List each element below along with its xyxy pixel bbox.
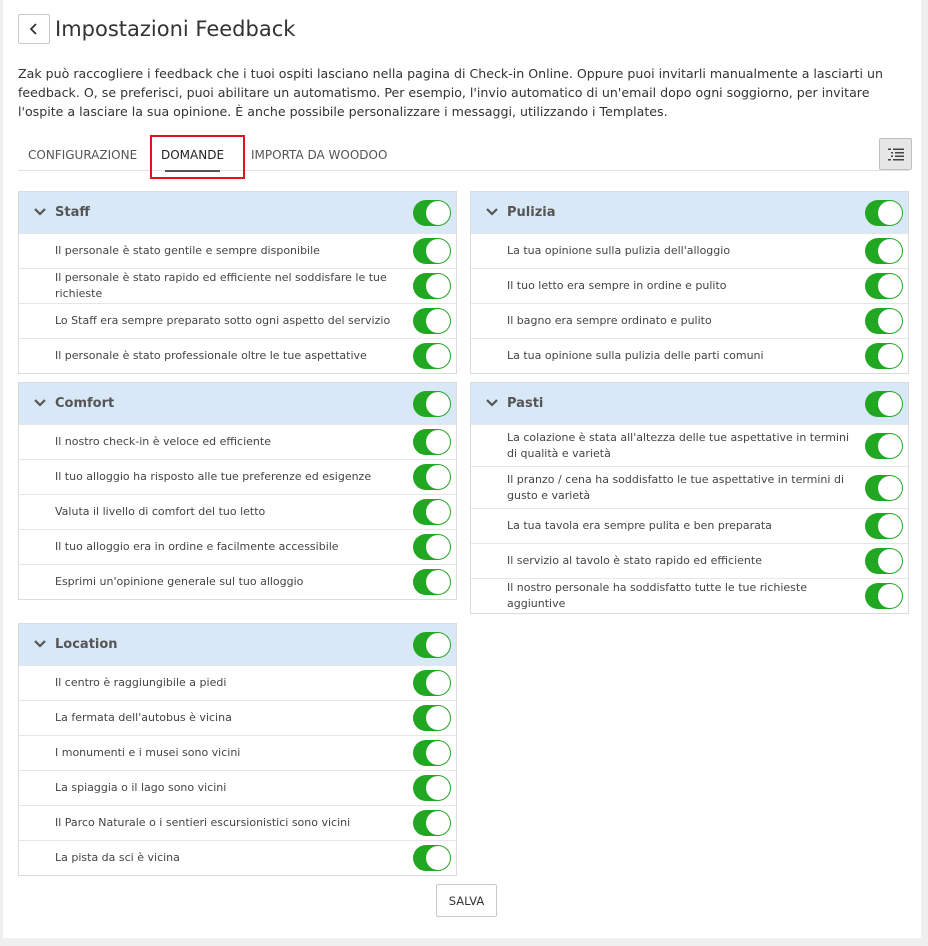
question-toggle[interactable]	[865, 583, 903, 609]
question-row	[19, 700, 456, 735]
question-label: Il Parco Naturale o i sentieri escursionistici sono vicini	[55, 816, 351, 829]
question-toggle[interactable]	[413, 740, 451, 766]
back-button[interactable]	[18, 14, 50, 44]
question-toggle[interactable]	[413, 308, 451, 334]
question-toggle[interactable]	[413, 775, 451, 801]
question-toggle[interactable]	[865, 308, 903, 334]
question-label: Il personale è stato gentile e sempre disponibile	[55, 244, 320, 257]
question-toggle[interactable]	[413, 670, 451, 696]
question-row	[19, 424, 456, 459]
question-label: Il centro è raggiungibile a piedi	[55, 676, 227, 689]
question-toggle[interactable]	[413, 464, 451, 490]
question-row	[19, 840, 456, 875]
question-row	[471, 233, 908, 268]
question-toggle[interactable]	[865, 475, 903, 501]
section-header[interactable]	[19, 192, 456, 233]
chevron-down-icon[interactable]	[485, 396, 499, 410]
question-label: Il personale è stato professionale oltre le tue aspettative	[55, 349, 367, 362]
section-pasti	[470, 382, 909, 614]
question-row	[471, 338, 908, 373]
question-label: La pista da sci è vicina	[55, 851, 180, 864]
section-header[interactable]	[19, 383, 456, 424]
question-toggle[interactable]	[413, 705, 451, 731]
section-title: Comfort	[55, 396, 115, 411]
section-toggle[interactable]	[865, 391, 903, 417]
question-row	[471, 303, 908, 338]
question-row	[19, 564, 456, 599]
question-label: Il tuo letto era sempre in ordine e pulito	[507, 279, 727, 292]
question-toggle[interactable]	[413, 499, 451, 525]
question-label: Valuta il livello di comfort del tuo letto	[55, 505, 266, 518]
question-label: La tua opinione sulla pulizia delle parti comuni	[507, 349, 764, 362]
question-row	[19, 303, 456, 338]
section-title: Pulizia	[507, 205, 556, 220]
question-label: La spiaggia o il lago sono vicini	[55, 781, 227, 794]
section-comfort	[18, 382, 457, 600]
question-toggle[interactable]	[413, 343, 451, 369]
question-label: La fermata dell'autobus è vicina	[55, 711, 232, 724]
chevron-left-icon	[29, 23, 39, 35]
question-toggle[interactable]	[413, 238, 451, 264]
question-label: Il servizio al tavolo è stato rapido ed efficiente	[507, 554, 762, 567]
section-toggle[interactable]	[413, 391, 451, 417]
question-row	[19, 529, 456, 564]
question-label: Il personale è stato rapido ed efficiente nel soddisfare le tue richieste	[55, 271, 387, 300]
chevron-down-icon[interactable]	[33, 396, 47, 410]
section-title: Pasti	[507, 396, 544, 411]
section-header[interactable]	[19, 624, 456, 665]
chevron-down-icon[interactable]	[33, 637, 47, 651]
intro-text: Zak può raccogliere i feedback che i tuoi ospiti lasciano nella pagina di Check-in Online. Oppure puoi invitarli manualmente a lasciarti un feedback. O, se preferisci, puoi abilitare un automatismo. Per esempio, l'invio automatico di un'email dopo ogni soggiorno, per invitare l'ospite a lasciare la sua opinione. È anche possibile personalizzare i messaggi, utilizzando i Templates.	[18, 66, 883, 119]
question-label: Il tuo alloggio ha risposto alle tue preferenze ed esigenze	[55, 470, 372, 483]
question-toggle[interactable]	[865, 513, 903, 539]
question-toggle[interactable]	[865, 273, 903, 299]
question-label: I monumenti e i musei sono vicini	[55, 746, 241, 759]
tab-importa-da-woodoo[interactable]: IMPORTA DA WOODOO	[251, 148, 388, 162]
question-label: Il tuo alloggio era in ordine e facilmente accessibile	[55, 540, 339, 553]
page	[3, 0, 921, 938]
question-row	[471, 268, 908, 303]
question-row	[19, 494, 456, 529]
section-header[interactable]	[471, 192, 908, 233]
question-row	[19, 665, 456, 700]
section-pulizia	[470, 191, 909, 374]
question-toggle[interactable]	[865, 433, 903, 459]
question-row	[19, 805, 456, 840]
question-row	[19, 268, 456, 303]
section-staff	[18, 191, 457, 374]
question-label: La tua opinione sulla pulizia dell'alloggio	[507, 244, 731, 257]
question-label: Il nostro personale ha soddisfatto tutte le tue richieste aggiuntive	[507, 581, 807, 610]
question-row	[471, 466, 908, 508]
question-label: Lo Staff era sempre preparato sotto ogni aspetto del servizio	[55, 314, 391, 327]
question-label: La tua tavola era sempre pulita e ben preparata	[507, 519, 772, 532]
section-toggle[interactable]	[865, 200, 903, 226]
tab-highlight-box	[150, 135, 245, 179]
question-label: Esprimi un'opinione generale sul tuo alloggio	[55, 575, 304, 588]
question-toggle[interactable]	[865, 343, 903, 369]
save-button[interactable]: SALVA	[436, 884, 497, 917]
question-label: Il bagno era sempre ordinato e pulito	[507, 314, 712, 327]
section-location	[18, 623, 457, 876]
question-toggle[interactable]	[413, 845, 451, 871]
question-row	[19, 735, 456, 770]
question-label: Il pranzo / cena ha soddisfatto le tue aspettative in termini di gusto e varietà	[507, 472, 844, 502]
question-row	[19, 459, 456, 494]
chevron-down-icon[interactable]	[33, 205, 47, 219]
question-toggle[interactable]	[413, 429, 451, 455]
question-toggle[interactable]	[413, 534, 451, 560]
question-label: La colazione è stata all'altezza delle tue aspettative in termini di qualità e varietà	[507, 430, 850, 460]
section-title: Staff	[55, 205, 90, 220]
tab-configurazione[interactable]: CONFIGURAZIONE	[28, 148, 138, 162]
list-menu-button[interactable]	[879, 138, 912, 170]
page-title: Impostazioni Feedback	[55, 17, 296, 41]
question-label: Il nostro check-in è veloce ed efficiente	[55, 435, 271, 448]
question-row	[19, 233, 456, 268]
question-toggle[interactable]	[413, 569, 451, 595]
question-row	[471, 424, 908, 466]
question-toggle[interactable]	[865, 238, 903, 264]
chevron-down-icon[interactable]	[485, 205, 499, 219]
section-title: Location	[55, 637, 118, 652]
question-row	[19, 770, 456, 805]
question-row	[471, 578, 908, 613]
question-toggle[interactable]	[413, 273, 451, 299]
question-toggle[interactable]	[865, 548, 903, 574]
section-toggle[interactable]	[413, 200, 451, 226]
tab-domande[interactable]: DOMANDE	[161, 137, 224, 171]
question-row	[19, 338, 456, 373]
section-toggle[interactable]	[413, 632, 451, 658]
question-row	[471, 543, 908, 578]
section-header[interactable]	[471, 383, 908, 424]
header	[18, 14, 295, 44]
list-menu-icon	[888, 148, 904, 161]
question-toggle[interactable]	[413, 810, 451, 836]
question-row	[471, 508, 908, 543]
